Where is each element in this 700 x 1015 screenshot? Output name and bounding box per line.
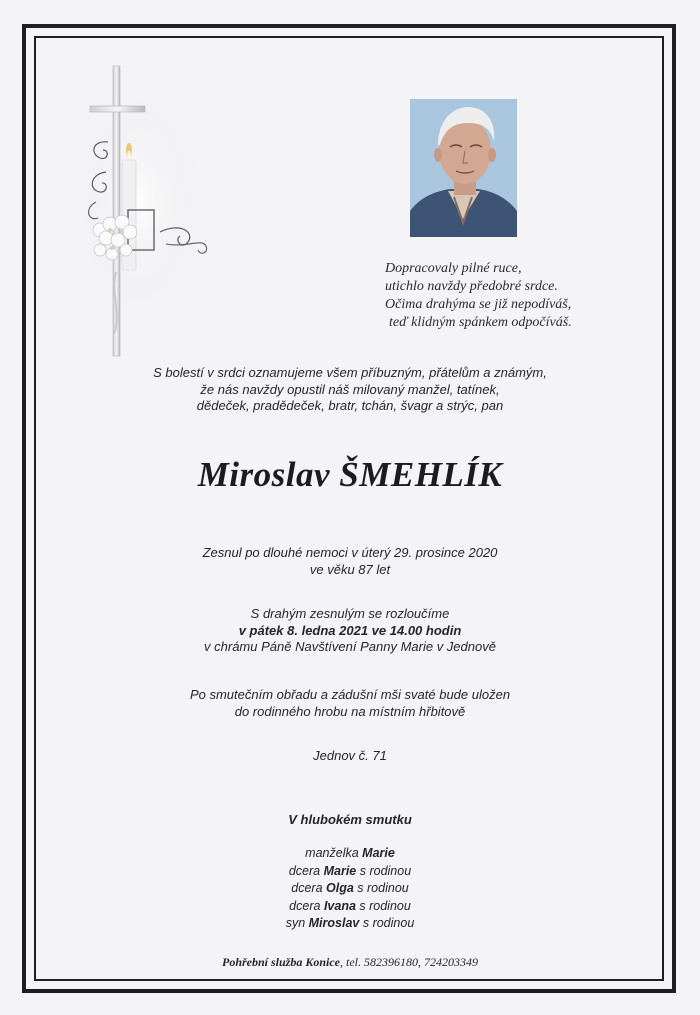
mourner-suffix: s rodinou	[357, 881, 409, 895]
mourner-suffix: s rodinou	[359, 898, 411, 913]
mourner-name: Marie	[323, 863, 357, 878]
funeral-service-footer	[0, 955, 700, 970]
death-info-line: Zesnul po dlouhé nemoci v úterý 29. prosince 2020	[202, 545, 498, 560]
mourners-list	[0, 845, 700, 933]
mourner-line	[0, 845, 700, 863]
cross-candle-ornament	[70, 62, 220, 372]
mourner-suffix: s rodinou	[359, 863, 412, 878]
mourner-name: Olga	[326, 881, 354, 895]
portrait-photo	[410, 99, 517, 237]
mourner-name: Ivana	[323, 898, 356, 913]
poem-line: Dopracovaly pilné ruce,	[385, 261, 522, 276]
ceremony-info	[0, 606, 700, 656]
funeral-service-name: Pohřební služba Konice	[221, 955, 341, 969]
address	[0, 748, 700, 765]
mourner-role: dcera	[291, 881, 323, 895]
mourner-line	[0, 898, 700, 916]
mourner-role: syn	[285, 916, 306, 930]
mourner-line	[0, 880, 700, 898]
mourner-line	[0, 915, 700, 933]
mourner-role: manželka	[305, 846, 359, 860]
mourner-role: dcera	[288, 863, 321, 878]
mourner-name: Marie	[362, 846, 395, 860]
poem-line: utichlo navždy předobré srdce.	[385, 279, 558, 294]
mourner-name: Miroslav	[308, 916, 360, 930]
portrait-image	[410, 99, 517, 237]
mourner-suffix: s rodinou	[362, 916, 415, 930]
mourner-role: dcera	[289, 898, 321, 913]
poem-line: teď klidným spánkem odpočíváš.	[389, 315, 572, 330]
mourning-title: V hlubokém smutku	[288, 812, 412, 827]
ceremony-place: v chrámu Páně Navštívení Panny Marie v Jednově	[204, 639, 496, 654]
address-text: Jednov č. 71	[313, 748, 387, 763]
announcement-line: že nás navždy opustil náš milovaný manžel, tatínek,	[200, 381, 500, 397]
mourner-line	[0, 863, 700, 881]
ceremony-intro: S drahým zesnulým se rozloučíme	[250, 606, 450, 621]
death-info-line: ve věku 87 let	[309, 561, 391, 577]
funeral-service-phone: , tel. 582396180, 724203349	[340, 955, 479, 969]
announcement-line: S bolestí v srdci oznamujeme všem příbuzným, přátelům a známým,	[153, 365, 547, 380]
burial-info	[0, 687, 700, 720]
burial-line: Po smutečním obřadu a zádušní mši svaté bude uložen	[189, 687, 511, 702]
burial-line: do rodinného hrobu na místním hřbitově	[234, 703, 466, 719]
death-info	[0, 545, 700, 578]
ceremony-datetime: v pátek 8. ledna 2021 ve 14.00 hodin	[238, 622, 462, 638]
poem-verse	[360, 260, 620, 332]
deceased-name: Miroslav ŠMEHLÍK	[197, 455, 503, 494]
announcement-text	[0, 365, 700, 415]
poem-line: Očima drahýma se již nepodíváš,	[385, 297, 572, 312]
announcement-line: dědeček, pradědeček, bratr, tchán, švagr a strýc, pan	[196, 398, 504, 413]
